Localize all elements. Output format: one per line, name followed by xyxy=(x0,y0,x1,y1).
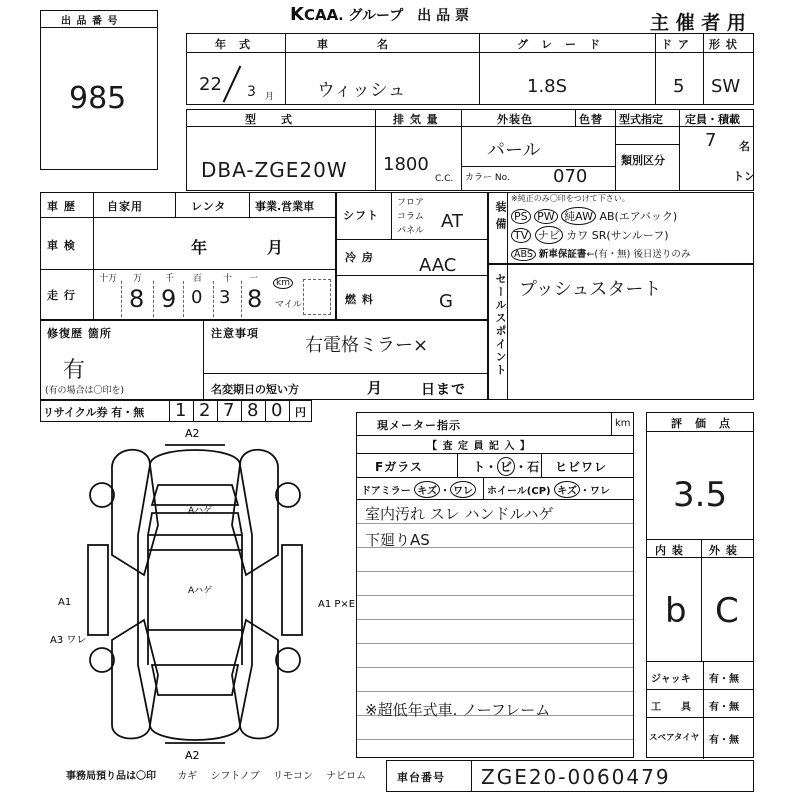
digit-label-1: 一 xyxy=(249,274,259,284)
mileage-digit-5: 8 xyxy=(247,285,263,313)
office-item-shift-knob: シフトノブ xyxy=(210,771,260,782)
exterior-label: 外 装 xyxy=(709,544,738,557)
month-value: 3 xyxy=(247,84,256,100)
spare-label: スペアタイヤ xyxy=(649,733,700,743)
shift-label: シフト xyxy=(343,209,379,222)
caution-value: 右電格ミラー× xyxy=(305,335,429,356)
chassis-label: 車台番号 xyxy=(397,771,445,784)
category-label: 類別区分 xyxy=(621,154,665,167)
glass-crack-option: ヒビワレ xyxy=(555,460,608,474)
equipment-note: ※純正のみ〇印をつけて下さい。 xyxy=(511,194,630,203)
tools-label: 工 具 xyxy=(651,702,691,713)
office-item-nav-rom: ナビロム xyxy=(326,771,367,782)
color-value: パール xyxy=(487,140,541,161)
lot-number-box xyxy=(40,10,158,170)
recycle-row xyxy=(40,400,312,422)
damage-mark-front: A2 xyxy=(185,427,200,440)
color-no-value: 070 xyxy=(553,166,588,187)
recycle-digit-4: 8 xyxy=(247,400,259,421)
displacement-label: 排 気 量 xyxy=(393,113,439,126)
inspector-label: 【 査 定 員 記 入 】 xyxy=(427,441,531,452)
score-value: 3.5 xyxy=(673,475,728,515)
car-name-value: ウィッシュ xyxy=(317,80,406,101)
history-option-private: 自家用 xyxy=(107,200,143,213)
damage-mark-hood: Aハゲ xyxy=(188,506,213,516)
inspection-year-unit: 年 xyxy=(191,238,209,257)
km-option: km xyxy=(273,277,293,289)
interior-label: 内 装 xyxy=(655,544,684,557)
type-designation-label: 型式指定 xyxy=(619,113,663,126)
glass-label: Fガラス xyxy=(375,460,423,474)
equipment-line-1: PS PW 純AW AB(エアバック) xyxy=(511,207,677,225)
equipment-label: 装 備 xyxy=(494,201,507,230)
brand-logo-caa: CAA xyxy=(303,6,339,24)
mile-option: マイル xyxy=(275,300,302,310)
meter-notes-table xyxy=(356,412,634,758)
jack-label: ジャッキ xyxy=(651,674,691,685)
rename-label: 名変期日の短い方 xyxy=(211,383,299,396)
rename-day: 日まで xyxy=(421,382,466,398)
grade-table xyxy=(646,412,754,758)
brand-logo-k: K xyxy=(290,4,304,25)
type-value: DBA-ZGE20W xyxy=(201,158,348,182)
vehicle-spec-table xyxy=(186,109,754,191)
office-item-key: カギ xyxy=(177,771,198,782)
repair-table xyxy=(40,320,488,400)
vehicle-info-table xyxy=(186,33,754,105)
damage-mark-left: A1 xyxy=(58,597,72,608)
recycle-digit-2: 2 xyxy=(199,400,211,421)
lot-number-label: 出 品 番 号 xyxy=(61,16,119,27)
shape-label: 形 状 xyxy=(709,38,738,51)
ac-value: AAC xyxy=(419,255,457,276)
inspection-label: 車 検 xyxy=(47,239,76,252)
damage-mark-roof: Aハゲ xyxy=(188,586,213,596)
sales-point-value: プッシュスタート xyxy=(519,279,662,300)
recycle-digit-3: 7 xyxy=(223,400,235,421)
chassis-value: ZGE20-0060479 xyxy=(481,765,671,789)
mileage-digit-2: 9 xyxy=(161,285,177,313)
month-unit: 月 xyxy=(265,92,275,102)
cc-unit: C.C. xyxy=(435,174,454,184)
tons-unit: トン xyxy=(733,170,755,183)
digit-label-10: 十 xyxy=(223,274,233,284)
mileage-digit-1: 8 xyxy=(129,285,145,313)
caution-label: 注意事項 xyxy=(211,327,259,340)
fuel-value: G xyxy=(439,291,453,312)
capacity-label: 定員・積載 xyxy=(685,113,740,126)
equipment-table xyxy=(488,192,754,264)
organizer-label: 主 催 者 用 xyxy=(650,12,746,34)
sales-point-box xyxy=(488,264,754,400)
note-line-2: 下廻りAS xyxy=(365,531,430,549)
capacity-unit: 名 xyxy=(739,140,750,153)
repair-label: 修復歴 箇所 xyxy=(47,327,112,340)
mirror-options: ドアミラー キズ ・ ワレ xyxy=(361,481,476,498)
lot-number: 985 xyxy=(69,81,127,116)
shape-value: SW xyxy=(711,76,741,97)
car-damage-diagram xyxy=(40,425,356,765)
glass-options: ト・ ビ ・石 xyxy=(473,457,539,476)
shift-option-panel: パネル xyxy=(397,226,425,236)
recycle-label: リサイクル券 有・無 xyxy=(43,406,145,419)
shift-value: AT xyxy=(441,211,463,232)
chassis-number-box xyxy=(386,760,754,792)
wheel-options: ホイール(CP) キズ ・ワレ xyxy=(487,481,610,498)
digit-label-10k: 万 xyxy=(133,274,143,284)
mileage-label: 走 行 xyxy=(47,289,76,302)
interior-grade: b xyxy=(665,591,687,631)
meter-label: 現メーター指示 xyxy=(377,419,461,432)
note-line-1: 室内汚れ スレ ハンドルハゲ xyxy=(365,505,554,523)
office-items-row xyxy=(66,767,366,782)
brand-logo xyxy=(290,4,469,25)
displacement-value: 1800 xyxy=(383,154,429,175)
grade-value: 1.8S xyxy=(527,76,568,97)
equipment-line-3: ABS 新車保証書←(有・無) 後日送りのみ xyxy=(511,246,690,261)
damage-mark-rear-left: A3 ワレ xyxy=(50,635,87,646)
rename-month: 月 xyxy=(367,379,384,397)
year-value: 22 xyxy=(199,74,222,95)
color-label: 外装色 xyxy=(497,113,533,126)
digit-label-100: 百 xyxy=(193,274,203,284)
color-no-label: カラー No. xyxy=(465,173,510,183)
recycle-digit-1: 1 xyxy=(175,400,187,421)
damage-mark-right: A1 P×E xyxy=(318,599,356,610)
history-label: 車 歴 xyxy=(47,200,76,213)
door-label: ド ア xyxy=(661,38,690,51)
office-note: 事務局預り品は〇印 xyxy=(66,771,156,782)
history-table xyxy=(40,192,336,320)
repair-note: (有の場合は〇印を) xyxy=(45,386,125,396)
inspection-month-unit: 月 xyxy=(267,238,285,257)
shift-table xyxy=(336,192,488,320)
year-label: 年 式 xyxy=(215,38,251,51)
doors-value: 5 xyxy=(673,76,685,97)
car-name-label: 車 名 xyxy=(317,38,389,51)
note-line-3: ※超低年式車. ノーフレーム xyxy=(365,701,551,719)
digit-label-100k: 十万 xyxy=(99,274,118,284)
history-option-business: 事業.営業車 xyxy=(255,200,315,213)
digit-label-1k: 千 xyxy=(165,274,175,284)
office-item-remote: リモコン xyxy=(272,771,313,782)
jack-yes-no: 有・無 xyxy=(709,674,739,685)
score-label: 評 価 点 xyxy=(671,417,731,430)
repair-value: 有 xyxy=(63,358,86,383)
tools-yes-no: 有・無 xyxy=(709,702,739,713)
color-change-label: 色替 xyxy=(579,113,603,126)
mileage-digit-3: 0 xyxy=(191,287,203,308)
shift-option-column: コラム xyxy=(397,212,424,222)
history-option-rental: レンタ xyxy=(191,200,227,213)
shift-option-floor: フロア xyxy=(397,198,425,208)
meter-unit: km xyxy=(615,418,631,429)
grade-label: グ レ ー ド xyxy=(517,38,601,51)
recycle-digit-5: 0 xyxy=(271,400,283,421)
yen-unit: 円 xyxy=(295,406,307,419)
spare-yes-no: 有・無 xyxy=(709,735,739,746)
equipment-line-2: TV ナビ カワ SR(サンルーフ) xyxy=(511,226,669,244)
exterior-grade: C xyxy=(715,591,739,631)
ac-label: 冷 房 xyxy=(345,251,374,264)
capacity-value: 7 xyxy=(705,130,717,151)
fuel-label: 燃 料 xyxy=(345,293,374,306)
type-label: 型 式 xyxy=(245,113,293,126)
sales-point-label: セールスポイント xyxy=(494,273,507,377)
damage-mark-rear: A2 xyxy=(185,749,200,762)
sheet-title: . グループ 出 品 票 xyxy=(338,8,470,24)
mileage-digit-4: 3 xyxy=(219,287,231,308)
